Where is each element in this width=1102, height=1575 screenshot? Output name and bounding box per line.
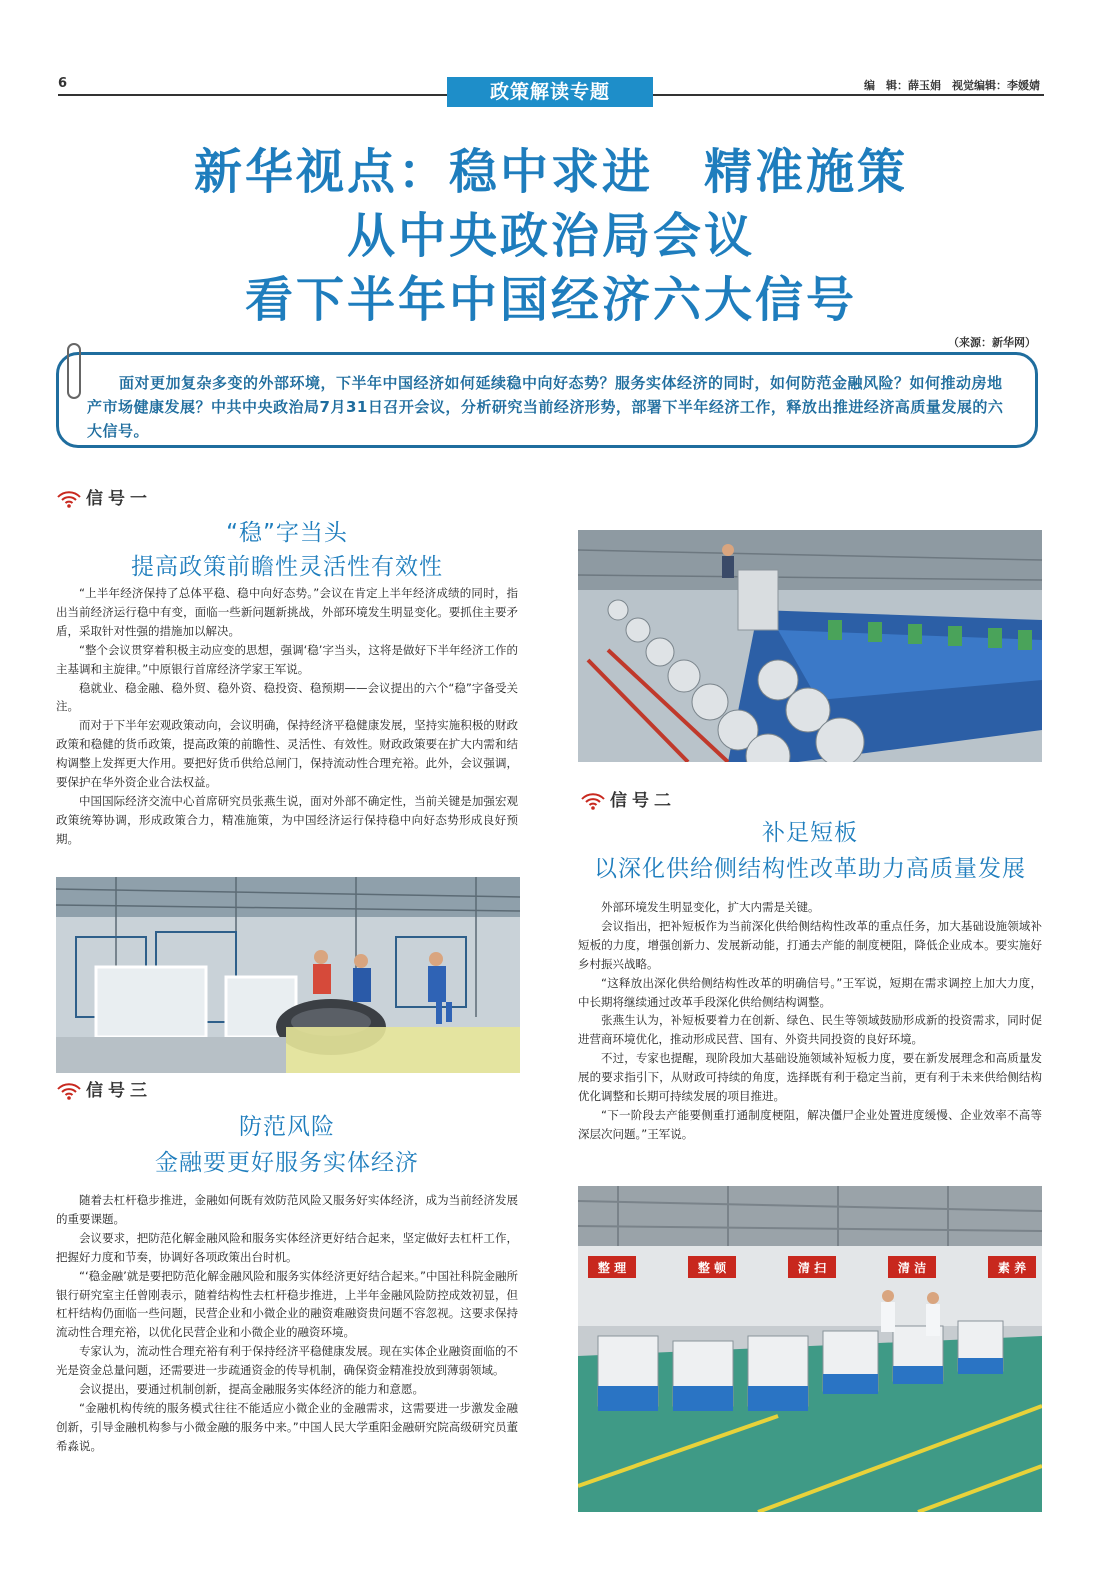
paragraph: 外部环境发生明显变化，扩大内需是关键。 <box>601 900 820 914</box>
paragraph: 而对于下半年宏观政策动向，会议明确，保持经济平稳健康发展，坚持实施积极的财政政策和稳健的货币政策，提高政策的前瞻性、灵活性、有效性。财政政策要在扩大内需和结构调整上发挥更大作用。要把好货币供给总闸门，保持流动性合理充裕。此外，会议强调，要保护在华外资企业合法权益。 <box>56 718 518 790</box>
paragraph: 会议要求，把防范化解金融风险和服务实体经济更好结合起来，坚定做好去杠杆工作，把握好力度和节奏，协调好各项政策出台时机。 <box>56 1230 518 1264</box>
paragraph: “整个会议贯穿着积极主动应变的思想，强调‘稳’字当头，这将是做好下半年经济工作的主基调和主旋律。”中原银行首席经济学家王军说。 <box>56 642 518 676</box>
paperclip-icon <box>67 343 81 399</box>
signal-three-text: 信号三 <box>86 1081 152 1101</box>
editors-credit: 编 辑：薛玉娟 视觉编辑：李媛婧 <box>864 79 1040 92</box>
paragraph: “上半年经济保持了总体平稳、稳中向好态势。”会议在肯定上半年经济成绩的同时，指出当前经济运行稳中有变，面临一些新问题新挑战，外部环境发生明显变化。要抓住主要矛盾，采取针对性强的措施加以解决。 <box>56 586 518 638</box>
lead-box <box>56 352 1038 448</box>
photo-workshop <box>578 1186 1042 1512</box>
workshop-sign: 清 扫 <box>797 1261 827 1275</box>
paragraph: “金融机构传统的服务模式往往不能适应小微企业的金融需求，这需要进一步激发金融创新，引导金融机构参与小微金融的服务中来。”中国人民大学重阳金融研究院高级研究员董希淼说。 <box>56 1400 518 1453</box>
paragraph: 专家认为，流动性合理充裕有利于保持经济平稳健康发展。现在实体企业融资面临的不光是资金总量问题，还需要进一步疏通资金的传导机制，确保资金精准投放到薄弱领域。 <box>56 1344 518 1378</box>
section-three-body <box>56 1191 518 1456</box>
paragraph: 会议指出，把补短板作为当前深化供给侧结构性改革的重点任务，加大基础设施领域补短板的力度，增强创新力、发展新动能，打通去产能的制度梗阻，降低企业成本。要实施好乡村振兴战略。 <box>578 918 1042 971</box>
paragraph: “这释放出深化供给侧结构性改革的明确信号。”王军说，短期在需求调控上加大力度，中长期将继续通过改革手段深化供给侧结构调整。 <box>578 975 1042 1009</box>
signal-three-label <box>56 1076 152 1101</box>
wifi-icon <box>580 790 606 810</box>
section-two-head-2: 以深化供给侧结构性改革助力高质量发展 <box>594 856 1026 882</box>
workshop-sign: 素 养 <box>997 1261 1027 1275</box>
paragraph: 会议提出，要通过机制创新，提高金融服务实体经济的能力和意愿。 <box>79 1382 424 1397</box>
section-one-head-2: 提高政策前瞻性灵活性有效性 <box>131 554 443 580</box>
headline-line-2: 从中央政治局会议 <box>346 208 755 264</box>
headline-line-1: 新华视点：稳中求进 精准施策 <box>193 144 908 200</box>
page-number: 6 <box>58 76 68 91</box>
paragraph: 稳就业、稳金融、稳外贸、稳外资、稳投资、稳预期——会议提出的六个“稳”字备受关注。 <box>56 680 518 714</box>
paragraph: “下一阶段去产能要侧重打通制度梗阻，解决僵尸企业处置进度缓慢、企业效率不高等深层次问题。”王军说。 <box>578 1107 1042 1141</box>
headline-line-3: 看下半年中国经济六大信号 <box>244 272 857 328</box>
signal-one-label <box>56 484 152 509</box>
workshop-sign: 清 洁 <box>897 1261 927 1275</box>
section-one-body <box>56 584 518 849</box>
section-three-head-2: 金融要更好服务实体经济 <box>155 1150 419 1176</box>
wifi-icon <box>56 1080 82 1100</box>
signal-one-text: 信号一 <box>86 489 152 509</box>
paragraph: 不过，专家也提醒，现阶段加大基础设施领域补短板力度，要在新发展理念和高质量发展的要求指引下，从财政可持续的角度，选择既有利于稳定当前，更有利于未来供给侧结构优化调整和长期可持续发展的项目推进。 <box>578 1051 1042 1104</box>
workshop-sign: 整 顿 <box>697 1261 727 1275</box>
source-credit: （来源：新华网） <box>948 336 1036 349</box>
column-banner: 政策解读专题 <box>447 77 653 107</box>
section-three-head-1: 防范风险 <box>239 1114 335 1140</box>
section-two-body <box>578 898 1042 1144</box>
paragraph: 随着去杠杆稳步推进，金融如何既有效防范风险又服务好实体经济，成为当前经济发展的重要课题。 <box>56 1193 518 1226</box>
section-one-head-1: “稳”字当头 <box>226 520 348 546</box>
wifi-icon <box>56 488 82 508</box>
signal-two-text: 信号二 <box>610 791 676 811</box>
paragraph: “‘稳金融’就是要把防范化解金融风险和服务实体经济更好结合起来。”中国社科院金融所银行研究室主任曾刚表示，随着结构性去杠杆稳步推进，上半年金融风险防控成效初显，但杠杆结构仍面临一些问题，民营企业和小微企业的融资难融资贵问题不容忽视。这要求保持流动性合理充裕，以优化民营企业和小微企业的融资环境。 <box>56 1268 518 1340</box>
paragraph: 张燕生认为，补短板要着力在创新、绿色、民生等领域鼓励形成新的投资需求，同时促进营商环境优化，推动形成民营、国有、外资共同投资的良好环境。 <box>578 1013 1042 1047</box>
section-two-head-1: 补足短板 <box>762 820 858 846</box>
photo-roller-line <box>578 530 1042 762</box>
photo-assembly-line <box>56 877 520 1073</box>
paragraph: 中国国际经济交流中心首席研究员张燕生说，面对外部不确定性，当前关键是加强宏观政策统筹协调，形成政策合力，精准施策，为中国经济运行保持稳中向好态势形成良好预期。 <box>56 793 518 846</box>
signal-two-label <box>580 786 676 811</box>
workshop-sign: 整 理 <box>597 1261 627 1275</box>
lead-paragraph: 面对更加复杂多变的外部环境，下半年中国经济如何延续稳中向好态势？服务实体经济的同时，如何防范金融风险？如何推动房地产市场健康发展？中共中央政治局7月31日召开会议，分析研究当前经济形势，部署下半年经济工作，释放出推进经济高质量发展的六大信号。 <box>87 374 1004 440</box>
